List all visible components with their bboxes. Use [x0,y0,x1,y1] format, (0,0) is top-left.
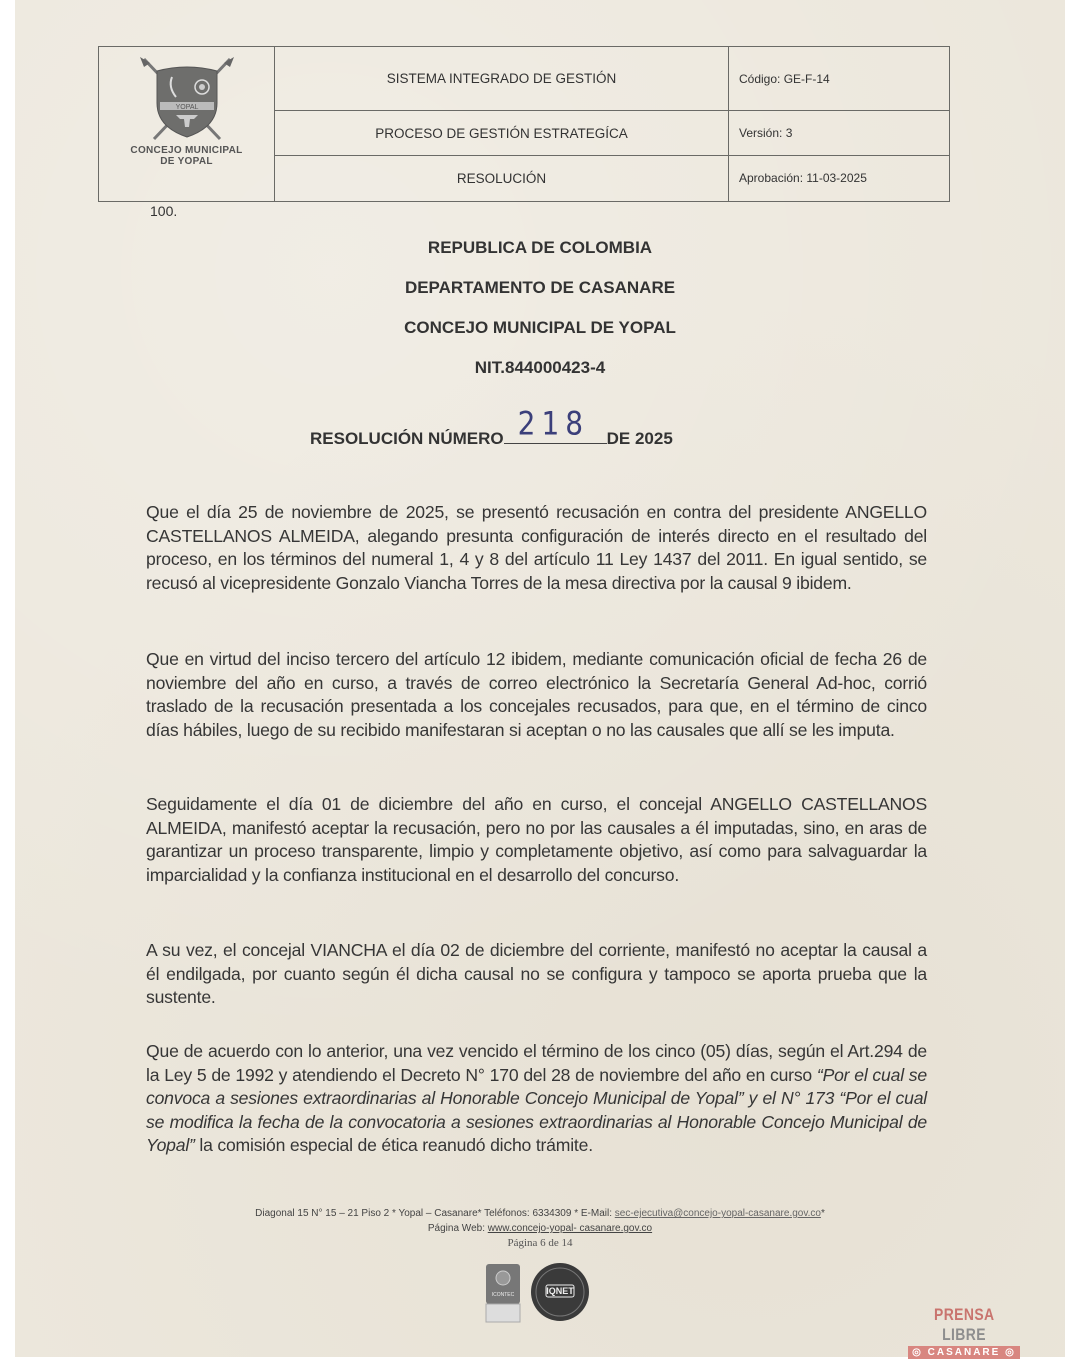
paragraph [146,648,927,742]
paragraph-text: Que en virtud del inciso tercero del artículo 12 ibidem, mediante comunicación oficial de fecha 26 de noviembre del año en curso, a través de correo electrónico la Secretaría General Ad-hoc, corrió traslado de la recusación presentada a los concejales recusados, para que, en el término de cinco días hábiles, luego de su recibido manifestaran si aceptan o no las causales que allí se les imputa. [146,649,927,740]
process-title: PROCESO DE GESTIÓN ESTRATEGÍCA [275,111,729,155]
paragraph [146,501,927,595]
resolution-suffix: DE 2025 [606,429,673,448]
document-version: Versión: 3 [729,111,950,155]
document-header-table [98,46,950,202]
paragraph-text: Que de acuerdo con lo anterior, una vez vencido el término de los cinco (05) días, según el Art.294 de la Ley 5 de 1992 y atendiendo el Decreto N° 170 del 28 de noviembre del año en curso [146,1041,927,1085]
paragraph [146,939,927,1010]
certification-logos [484,1262,594,1339]
paragraph-text: Seguidamente el día 01 de diciembre del año en curso, el concejal ANGELLO CASTELLANOS ALMEIDA, manifestó aceptar la recusación, pero no por las causales a él imputadas, sino, en aras de garantizar un proceso transparente, limpio y completamente objetivo, así como para salvaguardar la imparcialidad y la confianza institucional en el desarrollo del concurso. [146,794,927,885]
paragraph [146,1040,927,1158]
watermark-subtitle-text: CASANARE [927,1347,1001,1358]
page-mark: 100. [150,203,178,219]
paragraph-text: A su vez, el concejal VIANCHA el día 02 de diciembre del corriente, manifestó no aceptar la causal a él endilgada, por cuanto según él dicha causal no se configura y tampoco se aporta prueba que la sustente. [146,940,927,1007]
footer-web-link[interactable]: www.concejo-yopal- casanare.gov.co [487,1223,653,1234]
document-type: RESOLUCIÓN [275,155,729,201]
paragraph-text: la comisión especial de ética reanudó dicho trámite. [194,1135,593,1155]
footer-web-label: Página Web: [427,1223,488,1234]
svg-text:ICONTEC: ICONTEC [491,1292,515,1298]
resolution-number-field [504,404,607,444]
watermark-title [918,1305,1010,1345]
logo-text-line2: DE YOPAL [160,156,213,167]
iqnet-certification-icon [531,1263,589,1321]
watermark-subtitle: ◎ CASANARE ◎ [908,1346,1020,1359]
italic-quote: “Por el cual se convoca a sesiones extraordinarias al Honorable Concejo Municipal de Yopal” y el N° 173 “Por el cual se modifica la fecha de la convocatoria a sesiones extraordinarias al Honorable Concejo Municipal de Yopal” [146,1064,927,1155]
svg-text:IQNET: IQNET [546,1286,574,1296]
logo-text-line1: CONCEJO MUNICIPAL [130,145,243,156]
heading-council: CONCEJO MUNICIPAL DE YOPAL [404,318,676,337]
resolution-title [310,404,673,449]
system-title: SISTEMA INTEGRADO DE GESTIÓN [275,47,729,111]
approval-date: Aprobación: 11-03-2025 [729,155,950,201]
svg-text:YOPAL: YOPAL [175,104,198,111]
resolution-number-handwritten: 218 [517,404,590,443]
prensa-libre-watermark [908,1305,1020,1359]
icontec-certification-icon [486,1264,520,1322]
yopal-coat-of-arms-icon [132,55,242,145]
heading-nit: NIT.844000423-4 [474,358,606,377]
footer-address-text: Diagonal 15 N° 15 – 21 Piso 2 * Yopal – Casanare* Teléfonos: 6334309 * E-Mail: [255,1208,615,1219]
footer-page-number: Página 6 de 14 [507,1237,573,1249]
paragraph-text: Que el día 25 de noviembre de 2025, se presentó recusación en contra del presidente ANGELLO CASTELLANOS ALMEIDA, alegando presunta configuración de interés directo en el resultado del proceso, en los términos del numeral 1, 4 y 8 del artículo 11 Ley 1437 del 2011. En igual sentido, se recusó al vicepresidente Gonzalo Viancha Torres de la mesa directiva por la causal 9 ibidem. [146,502,927,593]
heading-republic: REPUBLICA DE COLOMBIA [427,238,653,257]
watermark-word-libre: LIBRE [942,1325,986,1344]
logo-cell [99,47,275,202]
footer-web [0,1223,1080,1234]
heading-department: DEPARTAMENTO DE CASANARE [404,278,676,297]
footer-email-link[interactable]: sec-ejecutiva@concejo-yopal-casanare.gov.co [614,1208,821,1219]
footer-email-suffix: * [820,1208,825,1219]
paragraph [146,793,927,887]
resolution-prefix: RESOLUCIÓN NÚMERO [310,429,504,448]
footer-address [0,1208,1080,1219]
watermark-word-prensa: PRENSA [933,1305,995,1324]
document-code: Código: GE-F-14 [729,47,950,111]
